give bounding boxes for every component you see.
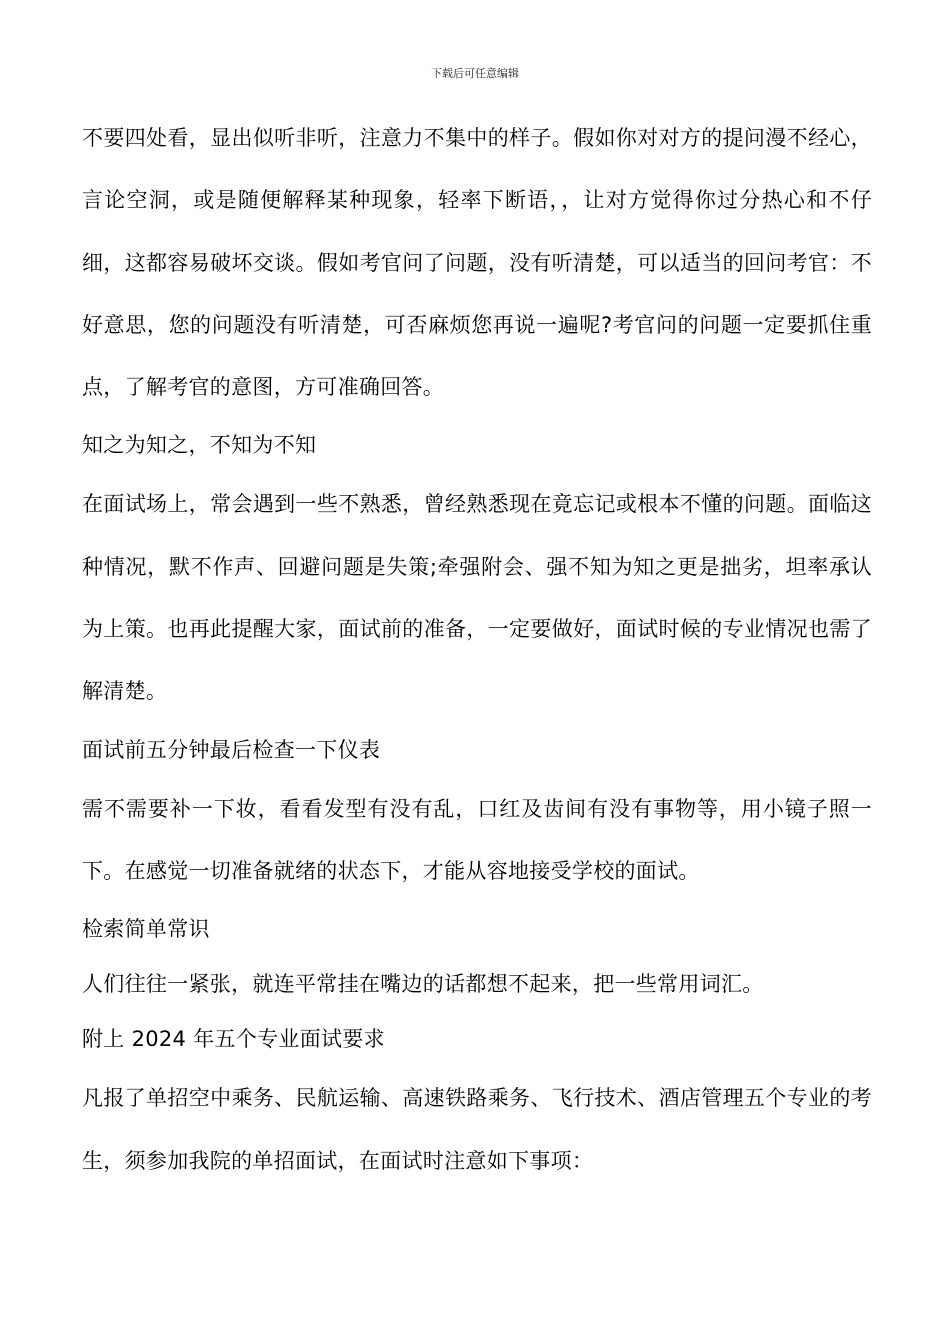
paragraph-appearance-check: 需不需要补一下妆，看看发型有没有乱，口红及齿间有没有事物等，用小镜子照一下。在感觉一切准备就绪的状态下，才能从容地接受学校的面试。 [82,796,872,883]
section-heading-honesty: 知之为知之，不知为不知 [82,433,317,458]
page-header: 下载后可任意编辑 [431,67,519,80]
paragraph-listening-advice: 不要四处看，显出似听非听，注意力不集中的样子。假如你对对方的提问漫不经心，言论空洞，或是随便解释某种现象，轻率下断语，，让对方觉得你过分热心和不仔细，这都容易破坏交谈。假如考官问了问题，没有听清楚，可以适当的回问考官：不好意思，您的问题没有听清楚，可否麻烦您再说一遍呢?考官问的问题一定要抓住重点，了解考官的意图，方可准确回答。 [82,126,872,400]
document-body [82,107,872,1192]
section-heading-common-knowledge: 检索简单常识 [82,917,210,942]
paragraph-major-requirements: 凡报了单招空中乘务、民航运输、高速铁路乘务、飞行技术、酒店管理五个专业的考生，须参加我院的单招面试，在面试时注意如下事项： [82,1086,872,1173]
section-heading-appearance-check: 面试前五分钟最后检查一下仪表 [82,737,381,762]
paragraph-common-knowledge: 人们往往一紧张，就连平常挂在嘴边的话都想不起来，把一些常用词汇。 [82,972,764,997]
section-heading-major-requirements: 附上 2024 年五个专业面试要求 [82,1027,385,1052]
paragraph-unfamiliar-questions: 在面试场上，常会遇到一些不熟悉，曾经熟悉现在竟忘记或根本不懂的问题。面临这种情况，默不作声、回避问题是失策;牵强附会、强不知为知之更是拙劣，坦率承认为上策。也再此提醒大家，面试前的准备，一定要做好，面试时候的专业情况也需了解清楚。 [82,492,872,704]
